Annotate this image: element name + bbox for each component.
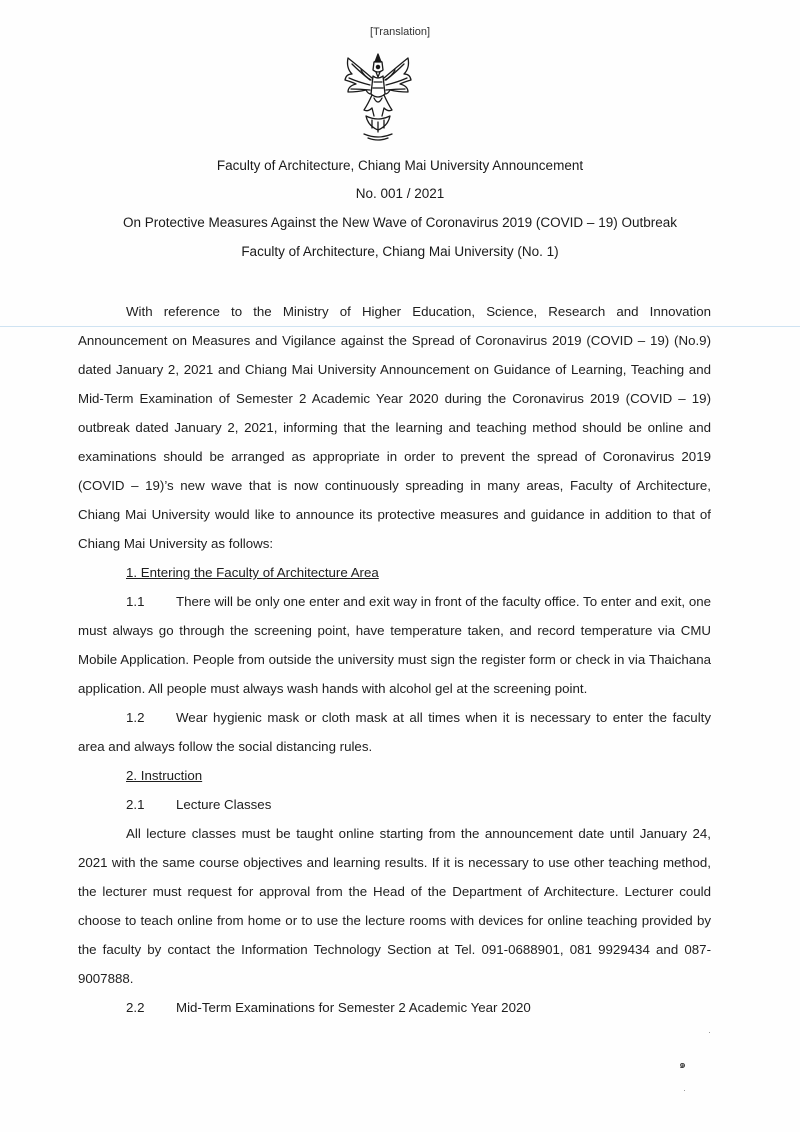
section-2-title: 2. Instruction xyxy=(126,768,203,783)
item-text: There will be only one enter and exit way in front of the faculty office. To enter and exit, one must always go through the screening point, have temperature taken, and record temperature via CMU Mobile Application. People from outside the university must sign the register form or check in via Thaichana application. All people must always wash hands with alcohol gel at the screening point. xyxy=(78,594,711,696)
scan-speck xyxy=(709,1032,710,1033)
announcement-subject: On Protective Measures Against the New Wave of Coronavirus 2019 (COVID – 19) Outbreak xyxy=(122,215,677,230)
page-number: ๑ xyxy=(679,1059,686,1071)
section-1-item-1 xyxy=(78,587,711,703)
intro-paragraph: With reference to the Ministry of Higher Education, Science, Research and Innovation Announcement on Measures and Vigilance against the Spread of Coronavirus 2019 (COVID – 19) (No.9) dated January 2, 2021 and Chiang Mai University Announcement on Guidance of Learning, Teaching and Mid-Term Examination of Semester 2 Academic Year 2020 during the Coronavirus 2019 (COVID – 19) outbreak dated January 2, 2021, informing that the learning and teaching method should be online and examinations should be arranged as appropriate in order to prevent the spread of Coronavirus 2019 (COVID – 19)’s new wave that is now continuously spreading in many areas, Faculty of Architecture, Chiang Mai University would like to announce its protective measures and guidance in addition to that of Chiang Mai University as follows: xyxy=(78,304,711,551)
section-1-item-2 xyxy=(78,703,711,761)
translation-tag: [Translation] xyxy=(369,26,431,38)
section-2-heading xyxy=(78,761,711,790)
item-number: 1.1 xyxy=(126,594,145,609)
item-number: 2.2 xyxy=(126,1000,145,1015)
item-text: Wear hygienic mask or cloth mask at all times when it is necessary to enter the faculty area and always follow the social distancing rules. xyxy=(78,710,711,754)
item-number: 2.1 xyxy=(126,797,145,812)
announcement-body xyxy=(78,297,711,1022)
garuda-emblem-icon xyxy=(342,50,414,144)
item-number: 1.2 xyxy=(126,710,145,725)
section-2-item-1-heading xyxy=(78,790,711,819)
section-1-title: 1. Entering the Faculty of Architecture Area xyxy=(126,565,379,580)
announcement-title: Faculty of Architecture, Chiang Mai University Announcement xyxy=(216,158,584,173)
item-title: Lecture Classes xyxy=(176,797,272,812)
announcement-issuer: Faculty of Architecture, Chiang Mai University (No. 1) xyxy=(241,244,559,259)
section-2-item-2-heading xyxy=(78,993,711,1022)
announcement-number: No. 001 / 2021 xyxy=(355,186,445,201)
item-title: Mid-Term Examinations for Semester 2 Academic Year 2020 xyxy=(176,1000,531,1015)
section-2-item-1-paragraph: All lecture classes must be taught online starting from the announcement date until January 24, 2021 with the same course objectives and learning results. If it is necessary to use other teaching method, the lecturer must request for approval from the Head of the Department of Architecture. Lecturer could choose to teach online from home or to use the lecture rooms with devices for online teaching provided by the faculty by contact the Information Technology Section at Tel. 091-0688901, 081 9929434 and 087-9007888. xyxy=(78,826,711,986)
scan-speck xyxy=(684,1090,685,1091)
section-1-heading xyxy=(78,558,711,587)
